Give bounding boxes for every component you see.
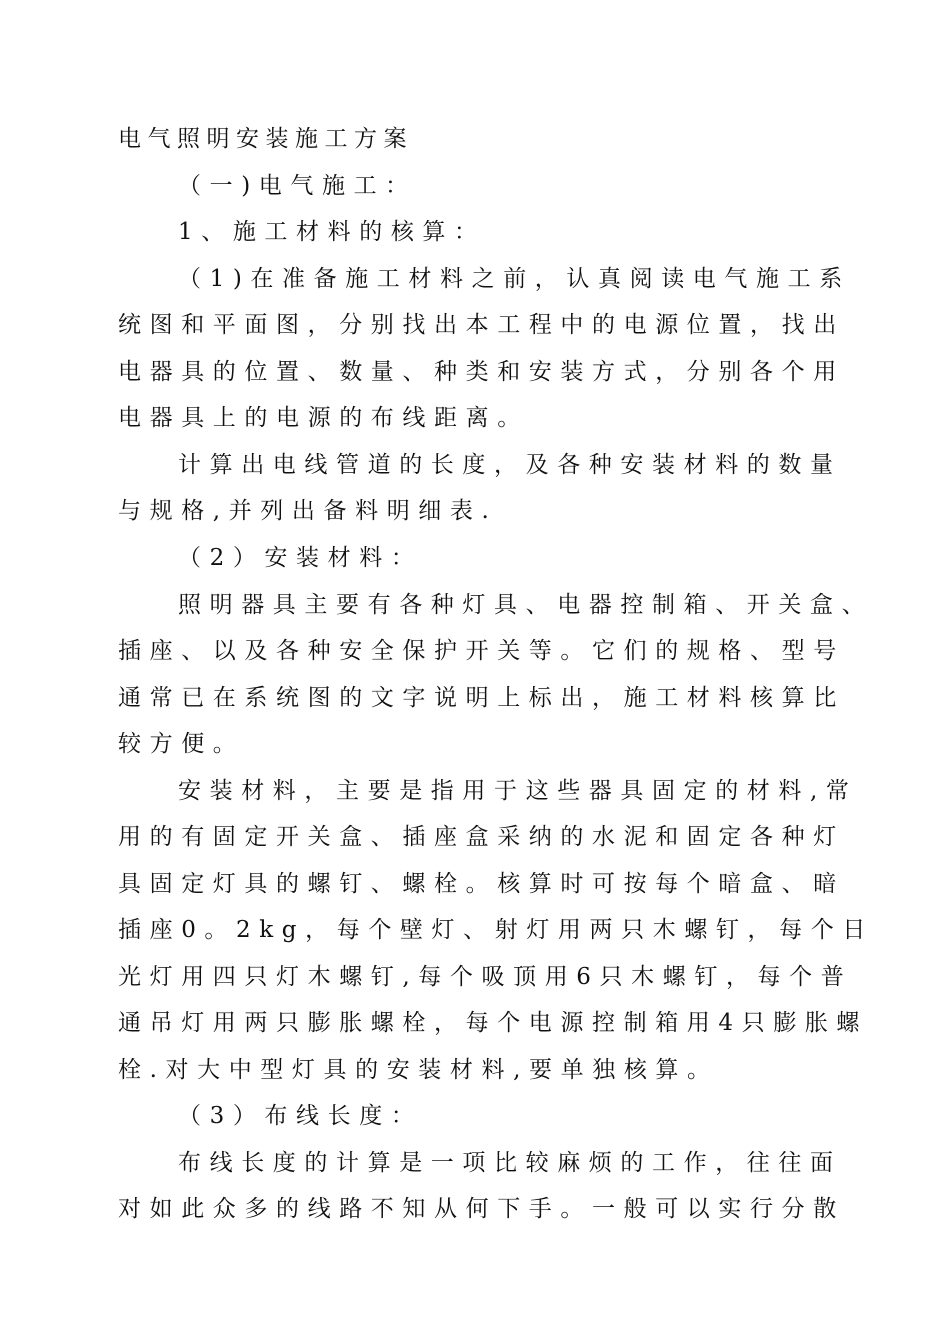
paragraph-line: 较方便。 bbox=[118, 731, 245, 757]
paragraph-line: 栓.对大中型灯具的安装材料,要单独核算。 bbox=[118, 1057, 719, 1083]
subsection-heading: 1、施工材料的核算： bbox=[178, 219, 486, 245]
paragraph-line: 通常已在系统图的文字说明上标出，施工材料核算比 bbox=[118, 685, 845, 711]
paragraph-line: 具固定灯具的螺钉、螺栓。核算时可按每个暗盒、暗 bbox=[118, 871, 845, 897]
paragraph-line: 用的有固定开关盒、插座盒采纳的水泥和固定各种灯 bbox=[118, 824, 845, 850]
paragraph-line: 统图和平面图，分别找出本工程中的电源位置，找出 bbox=[118, 312, 845, 338]
paragraph-line: 安装材料，主要是指用于这些器具固定的材料,常 bbox=[178, 778, 858, 804]
paragraph-line: 通吊灯用两只膨胀螺栓，每个电源控制箱用4只膨胀螺 bbox=[118, 1010, 869, 1036]
document-title: 电气照明安装施工方案 bbox=[118, 126, 413, 152]
paragraph-line: （1)在准备施工材料之前，认真阅读电气施工系 bbox=[178, 266, 851, 292]
subsection-heading: （2）安装材料： bbox=[178, 545, 423, 571]
paragraph-line: 照明器具主要有各种灯具、电器控制箱、开关盒、 bbox=[178, 592, 874, 618]
paragraph-line: 计算出电线管道的长度，及各种安装材料的数量 bbox=[178, 452, 842, 478]
paragraph-line: 电器具上的电源的布线距离。 bbox=[118, 405, 529, 431]
paragraph-line: 与规格,并列出备料明细表. bbox=[118, 498, 498, 524]
section-heading: （一)电气施工： bbox=[178, 173, 417, 199]
paragraph-line: 布线长度的计算是一项比较麻烦的工作，往往面 bbox=[178, 1150, 842, 1176]
paragraph-line: 电器具的位置、数量、种类和安装方式，分别各个用 bbox=[118, 359, 845, 385]
paragraph-line: 插座0。2kg，每个壁灯、射灯用两只木螺钉，每个日 bbox=[118, 917, 874, 943]
paragraph-line: 光灯用四只灯木螺钉,每个吸顶用6只木螺钉，每个普 bbox=[118, 964, 853, 990]
paragraph-line: 对如此众多的线路不知从何下手。一般可以实行分散 bbox=[118, 1196, 845, 1222]
paragraph-line: 插座、以及各种安全保护开关等。它们的规格、型号 bbox=[118, 638, 845, 664]
subsection-heading: （3）布线长度： bbox=[178, 1103, 423, 1129]
